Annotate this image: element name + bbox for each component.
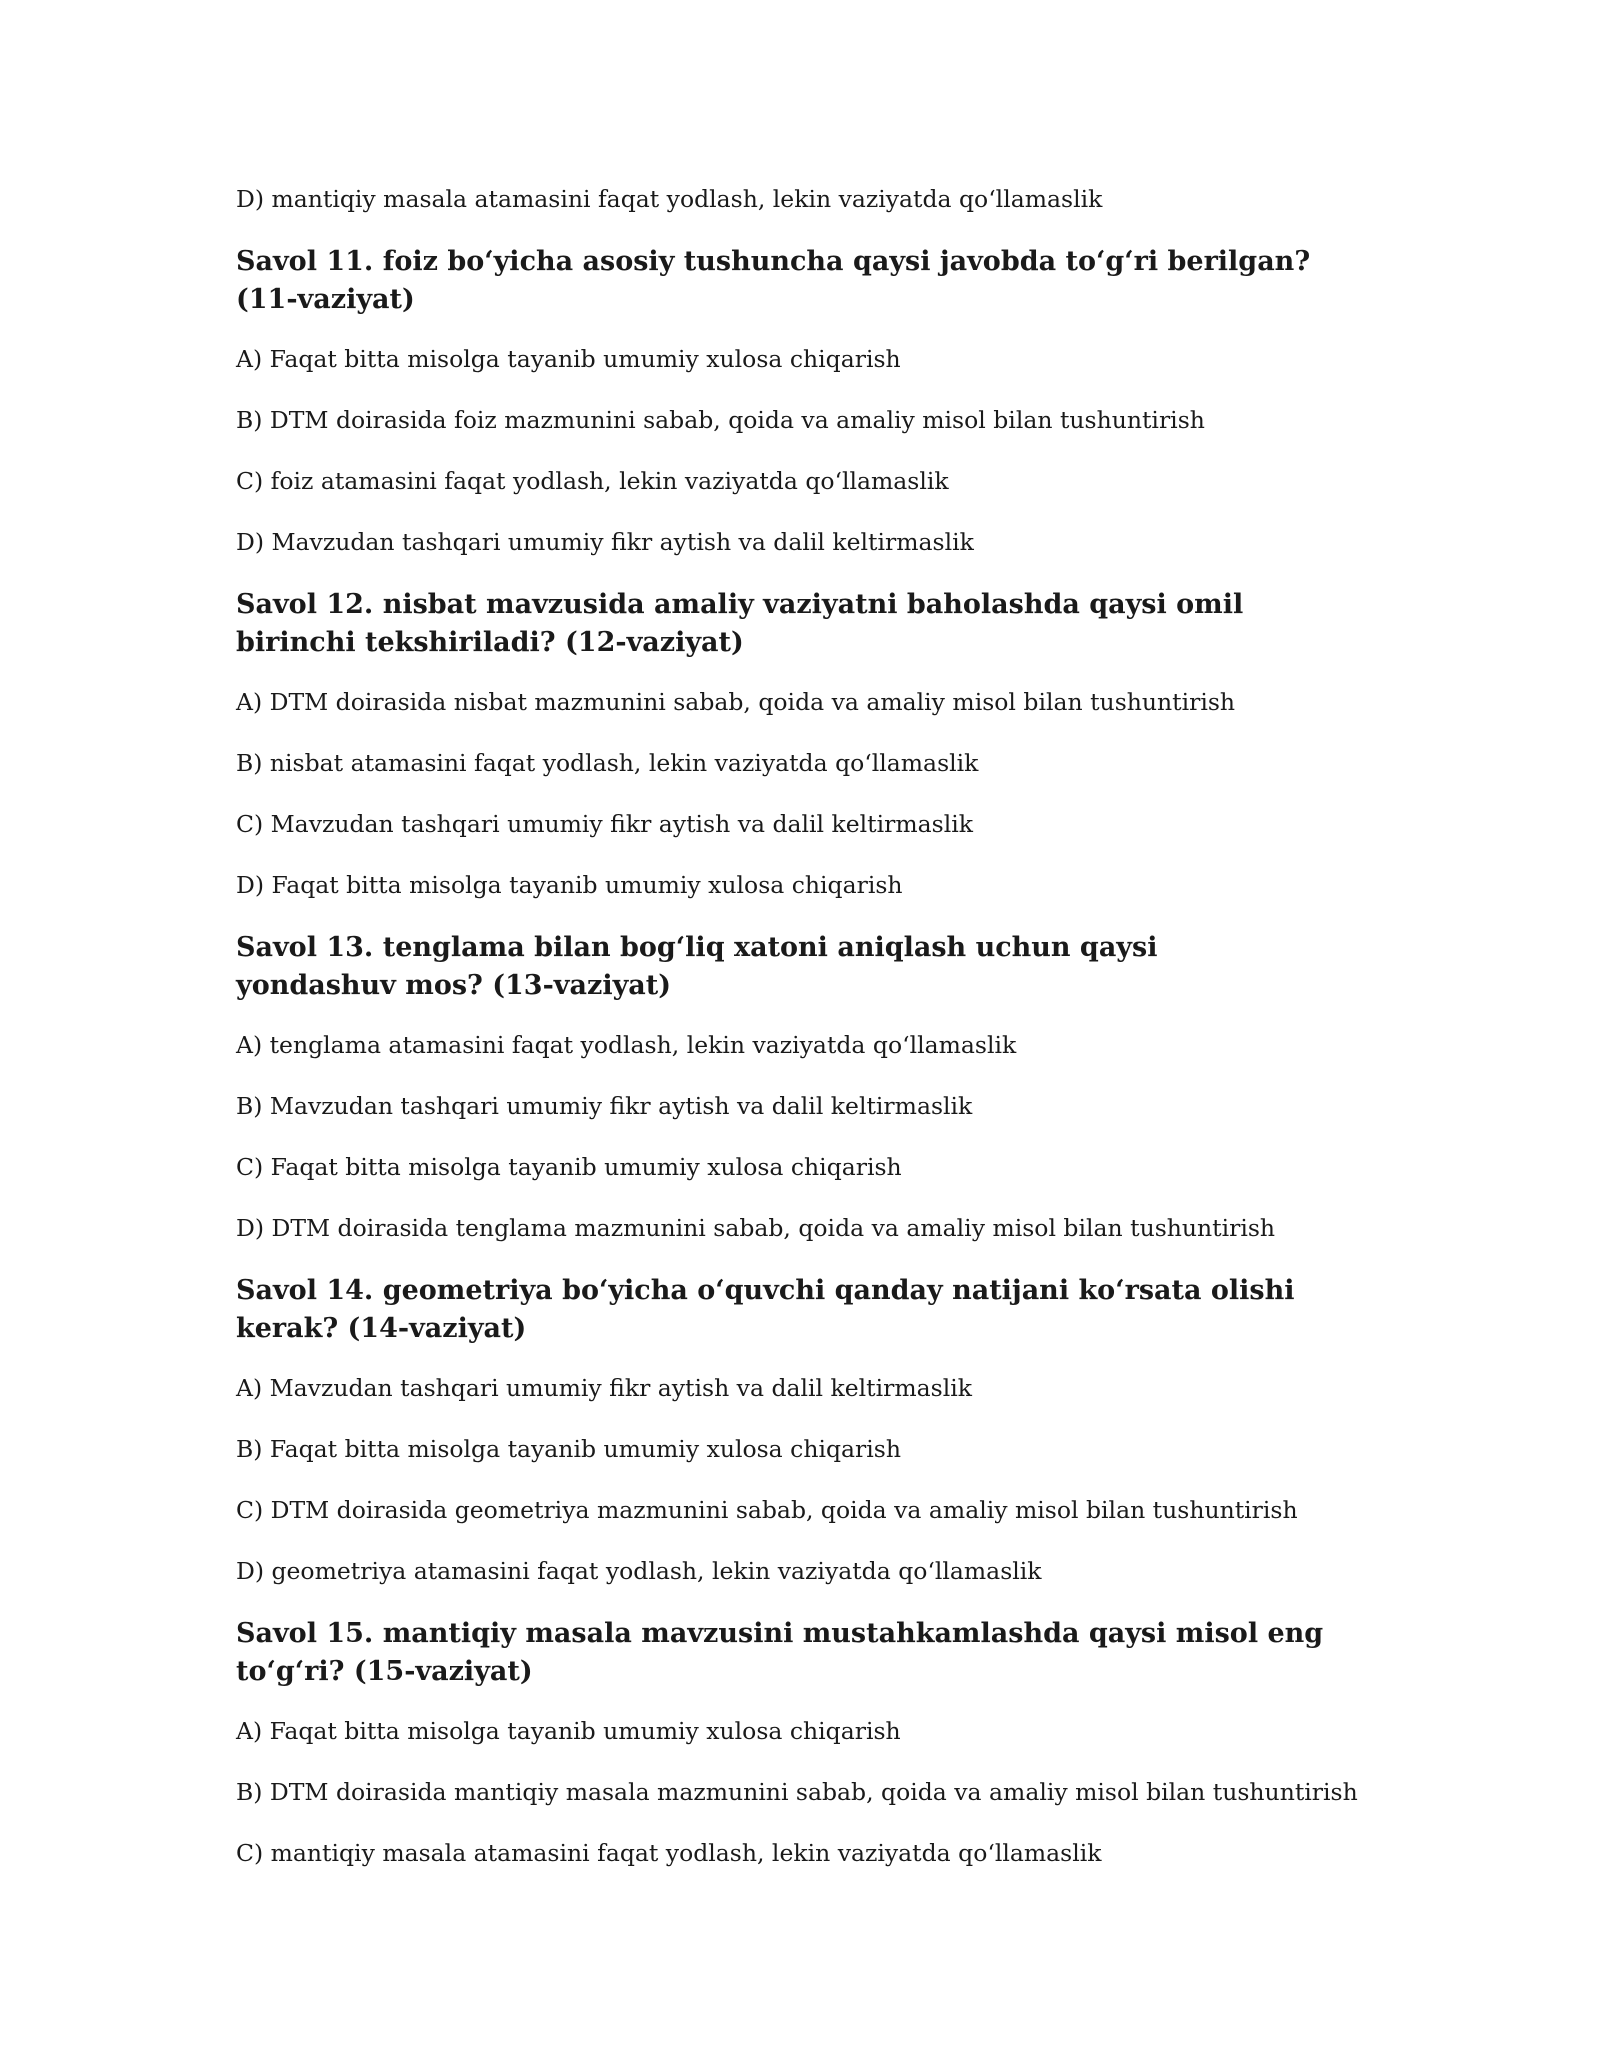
answer-option: D) mantiqiy masala atamasini faqat yodlash, lekin vaziyatda qo‘llamaslik <box>236 185 1103 213</box>
answer-option: B) Mavzudan tashqari umumiy fikr aytish va dalil keltirmaslik <box>236 1092 973 1120</box>
answer-option: B) DTM doirasida mantiqiy masala mazmunini sabab, qoida va amaliy misol bilan tushuntirish <box>236 1778 1358 1806</box>
answer-option: C) Mavzudan tashqari umumiy fikr aytish va dalil keltirmaslik <box>236 810 974 838</box>
question-title: Savol 13. tenglama bilan bog‘liq xatoni aniqlash uchun qaysi yondashuv mos? (13-vaziyat) <box>236 932 1158 1001</box>
answer-option: A) Faqat bitta misolga tayanib umumiy xulosa chiqarish <box>236 345 901 373</box>
answer-option: B) Faqat bitta misolga tayanib umumiy xulosa chiqarish <box>236 1435 901 1463</box>
question-title: Savol 15. mantiqiy masala mavzusini mustahkamlashda qaysi misol eng to‘g‘ri? (15-vaziyat) <box>236 1618 1324 1687</box>
question-title: Savol 11. foiz bo‘yicha asosiy tushuncha qaysi javobda to‘g‘ri berilgan? (11-vaziyat) <box>236 246 1311 315</box>
question-block-13 <box>236 929 1336 1245</box>
answer-option: C) DTM doirasida geometriya mazmunini sabab, qoida va amaliy misol bilan tushuntirish <box>236 1496 1298 1524</box>
answer-option: A) Mavzudan tashqari umumiy fikr aytish va dalil keltirmaslik <box>236 1374 972 1402</box>
answer-option: C) Faqat bitta misolga tayanib umumiy xulosa chiqarish <box>236 1153 902 1181</box>
answer-option: C) mantiqiy masala atamasini faqat yodlash, lekin vaziyatda qo‘llamaslik <box>236 1839 1102 1867</box>
answer-option: D) Faqat bitta misolga tayanib umumiy xulosa chiqarish <box>236 871 903 899</box>
question-block-11 <box>236 243 1336 559</box>
document-page <box>236 182 1358 1897</box>
question-block-12 <box>236 586 1336 902</box>
answer-option: D) DTM doirasida tenglama mazmunini sabab, qoida va amaliy misol bilan tushuntirish <box>236 1214 1276 1242</box>
answer-option: D) Mavzudan tashqari umumiy fikr aytish va dalil keltirmaslik <box>236 528 974 556</box>
question-block-15 <box>236 1615 1358 1870</box>
answer-option: A) DTM doirasida nisbat mazmunini sabab, qoida va amaliy misol bilan tushuntirish <box>236 688 1236 716</box>
answer-option: A) Faqat bitta misolga tayanib umumiy xulosa chiqarish <box>236 1717 901 1745</box>
question-title: Savol 12. nisbat mavzusida amaliy vaziyatni baholashda qaysi omil birinchi tekshiriladi? (12-vaziyat) <box>236 589 1244 658</box>
answer-option: A) tenglama atamasini faqat yodlash, lekin vaziyatda qo‘llamaslik <box>236 1031 1017 1059</box>
answer-option: B) nisbat atamasini faqat yodlash, lekin vaziyatda qo‘llamaslik <box>236 749 979 777</box>
question-block-14 <box>236 1272 1336 1588</box>
question-title: Savol 14. geometriya bo‘yicha o‘quvchi qanday natijani ko‘rsata olishi kerak? (14-vaziyat) <box>236 1275 1295 1344</box>
answer-option: C) foiz atamasini faqat yodlash, lekin vaziyatda qo‘llamaslik <box>236 467 949 495</box>
answer-option: D) geometriya atamasini faqat yodlash, lekin vaziyatda qo‘llamaslik <box>236 1557 1042 1585</box>
answer-option: B) DTM doirasida foiz mazmunini sabab, qoida va amaliy misol bilan tushuntirish <box>236 406 1205 434</box>
